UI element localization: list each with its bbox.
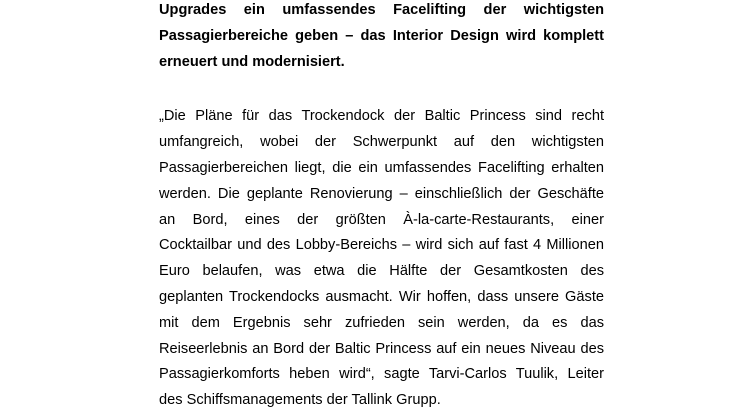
quote-line: Cocktailbar und des Lobby-Bereichs – wird sich auf fast 4 Millionen [159, 237, 604, 254]
intro-line: Upgrades ein umfassendes Facelifting der wichtigsten [159, 2, 604, 18]
quote-line: des Schiffsmanagements der Tallink Grupp. [159, 392, 441, 409]
quote-line: „Die Pläne für das Trockendock der Baltic Princess sind recht [159, 108, 604, 125]
quote-line: an Bord, eines der größten À-la-carte-Restaurants, einer [159, 211, 604, 228]
document-body [159, 0, 604, 414]
intro-line: Passagierbereiche geben – das Interior Design wird komplett [159, 27, 604, 44]
quote-line: geplanten Trockendocks ausmacht. Wir hoffen, dass unsere Gäste [159, 288, 604, 305]
intro-paragraph-bold [159, 0, 604, 75]
quote-line: Passagierkomforts heben wird“, sagte Tarvi-Carlos Tuulik, Leiter [159, 366, 604, 383]
quote-line: Passagierbereichen liegt, die ein umfassendes Facelifting erhalten [159, 159, 604, 176]
quote-line: Euro belaufen, was etwa die Hälfte der Gesamtkosten des [159, 263, 604, 280]
quote-line: mit dem Ergebnis sehr zufrieden sein werden, da es das [159, 314, 604, 331]
quote-line: umfangreich, wobei der Schwerpunkt auf den wichtigsten [159, 134, 604, 151]
quote-line: Reiseerlebnis an Bord der Baltic Princess auf ein neues Niveau des [159, 340, 604, 357]
paragraph-gap [159, 75, 604, 101]
quote-paragraph [159, 104, 604, 414]
intro-line: erneuert und modernisiert. [159, 53, 345, 70]
quote-line: werden. Die geplante Renovierung – einschließlich der Geschäfte [159, 185, 604, 202]
